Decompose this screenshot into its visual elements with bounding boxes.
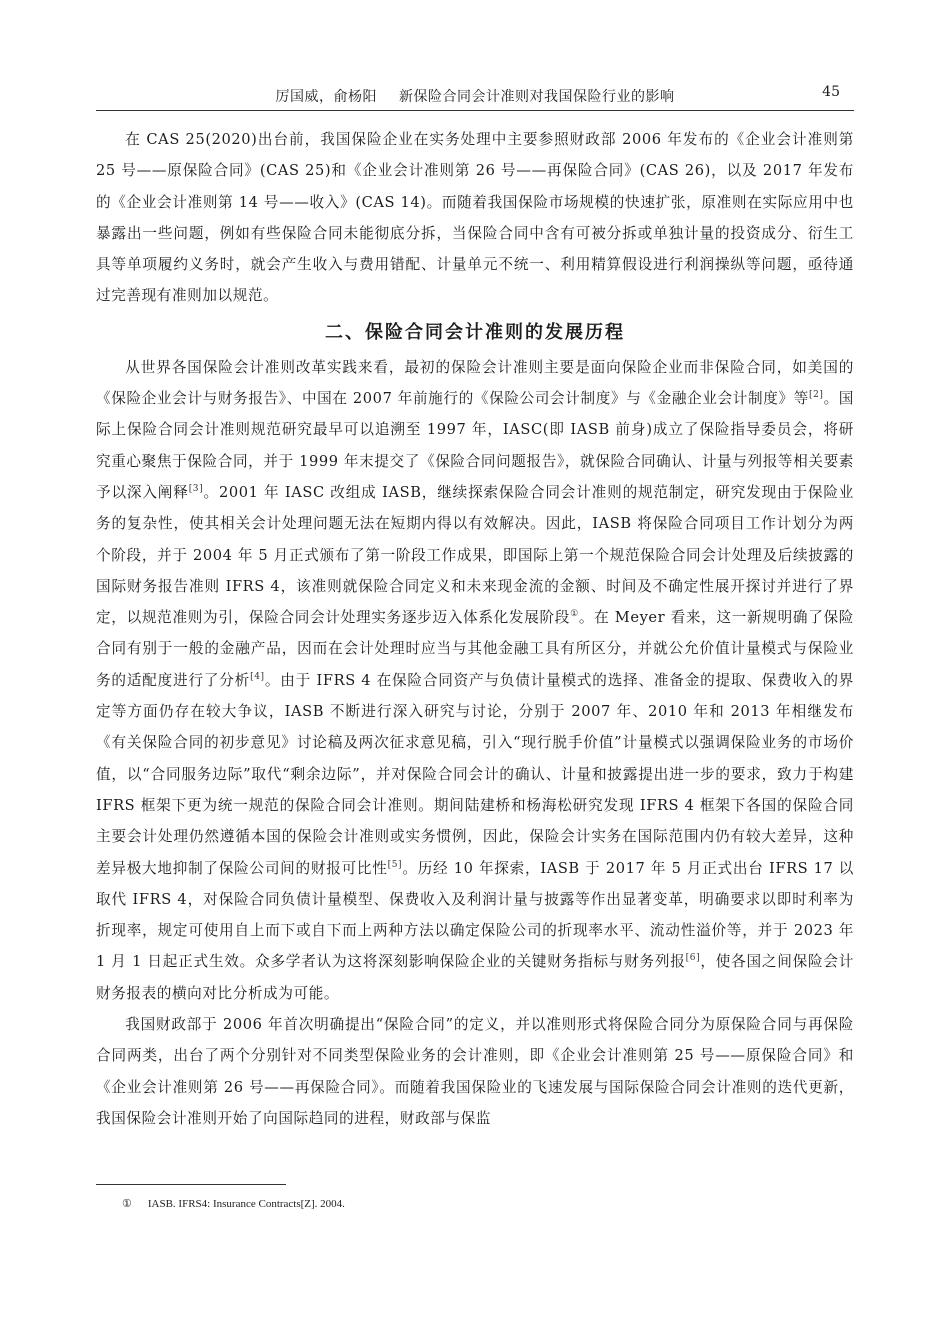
paragraph-3: 我国财政部于 2006 年首次明确提出“保险合同”的定义，并以准则形式将保险合同分为原保险合同与再保险合同两类，出台了两个分别针对不同类型保险业务的会计准则，即《企业会计准则第 25 号——原保险合同》和《企业会计准则第 26 号——再保险合同》。而随着我国保险业的飞速发展与国际保险合同会计准则的迭代更新，我国保险会计准则开始了向国际趋同的进程，财政部与保监 [96,1016,854,1127]
paragraph-2-text-c: 。2001 年 IASC 改组成 IASB，继续探索保险合同会计准则的规范制定，研究发现由于保险业务的复杂性，使其相关会计处理问题无法在短期内得以有效解决。因此，IASB 将保险合同项目工作计划分为两个阶段，并于 2004 年 5 月正式颁布了第一阶段工作成果，即国际上第一个规范保险合同会计处理及后续披露的国际财务报告准则 IFRS 4，该准则就保险合同定义和未来现金流的金额、时间及不确定性展开探讨并进行了界定，以规范准则为引，保险合同会计处理实务逐步迈入体系化发展阶段 [96,483,855,627]
paragraph-1: 在 CAS 25(2020)出台前，我国保险企业在实务处理中主要参照财政部 2006 年发布的《企业会计准则第 25 号——原保险合同》(CAS 25)和《企业会计准则第 26 号——再保险合同》(CAS 26)，以及 2017 年发布的《企业会计准则第 14 号——收入》(CAS 14)。而随着我国保险市场规模的快速扩张，原准则在实际应用中也暴露出一些问题，例如有些保险合同未能彻底分拆，当保险合同中含有可被分拆或单独计量的投资成分、衍生工具等单项履约义务时，就会产生收入与费用错配、计量单元不统一、利用精算假设进行利润操纵等问题，亟待通过完善现有准则加以规范。 [96,131,854,305]
section-heading: 二、保险合同会计准则的发展历程 [325,321,625,343]
footnote-ref-1[interactable]: ① [570,609,579,620]
article-body [96,124,854,1134]
footnote-text: IASB. IFRS4: Insurance Contracts[Z]. 2004. [147,1198,345,1210]
paragraph-2 [96,352,854,1009]
paragraph-2-text-e: 。由于 IFRS 4 在保险合同资产与负债计量模式的选择、准备金的提取、保费收入的界定等方面仍存在较大争议，IASB 不断进行深入研究与讨论，分别于 2007 年、2010 年和 2013 年相继发布《有关保险合同的初步意见》讨论稿及两次征求意见稿，引入“现行脱手价值”计量模式以强调保险业务的市场价值，以“合同服务边际”取代“剩余边际”，并对保险合同会计的确认、计量和披露提出进一步的要求，致力于构建 IFRS 框架下更为统一规范的保险合同会计准则。期间陆建桥和杨海松研究发现 IFRS 4 框架下各国的保险合同主要会计处理仍然遵循本国的保险会计准则或实务惯例，因此，保险会计实务在国际范围内仍有较大差异，这种差异极大地抑制了保险公司间的财报可比性 [96,671,854,877]
header-authors: 厉国威，俞杨阳 [275,89,377,105]
paragraph-2-text-a: 从世界各国保险会计准则改革实践来看，最初的保险会计准则主要是面向保险企业而非保险合同，如美国的《保险企业会计与财务报告》、中国在 2007 年前施行的《保险公司会计制度》与《金融企业会计制度》等 [96,358,854,408]
footnote [122,1197,345,1210]
header-title-line [96,86,854,106]
citation-3[interactable]: [3] [188,484,204,495]
header-article-title: 新保险合同会计准则对我国保险行业的影响 [399,89,675,105]
paragraph-2-text-f: 。历经 10 年探索，IASB 于 2017 年 5 月正式出台 IFRS 17 以取代 IFRS 4，对保险合同负债计量模型、保费收入及利润计量与披露等作出显著变革，明确要求以即时利率为折现率，规定可使用自上而下或自下而上两种方法以确定保险公司的折现率水平、流动性溢价等，并于 2023 年 1 月 1 日起正式生效。众多学者认为这将深刻影响保险企业的关键财务指标与财务列报 [96,859,855,971]
citation-2[interactable]: [2] [808,390,824,401]
citation-4[interactable]: [4] [250,671,265,682]
footnote-divider [96,1184,286,1185]
footnote-mark: ① [122,1198,132,1210]
page-number: 45 [822,84,840,100]
paragraph-2-text-d: 。在 Meyer 看来，这一新规明确了保险合同有别于一般的金融产品，因而在会计处理时应当与其他金融工具有所区分，并就公允价值计量模式与保险业务的适配度进行了分析 [96,609,854,689]
paragraph-2-text-g: ，使各国之间保险会计财务报表的横向对比分析成为可能。 [96,953,854,1002]
running-header [96,80,854,111]
citation-5[interactable]: [5] [387,859,403,870]
paragraph-2-text-b: 。国际上保险合同会计准则规范研究最早可以追溯至 1997 年，IASC(即 IASB 前身)成立了保险指导委员会，将研究重心聚焦于保险合同，并于 1999 年末提交了《保险合同问题报告》，就保险合同确认、计量与列报等相关要素予以深入阐释 [96,390,854,501]
citation-6[interactable]: [6] [685,953,701,964]
